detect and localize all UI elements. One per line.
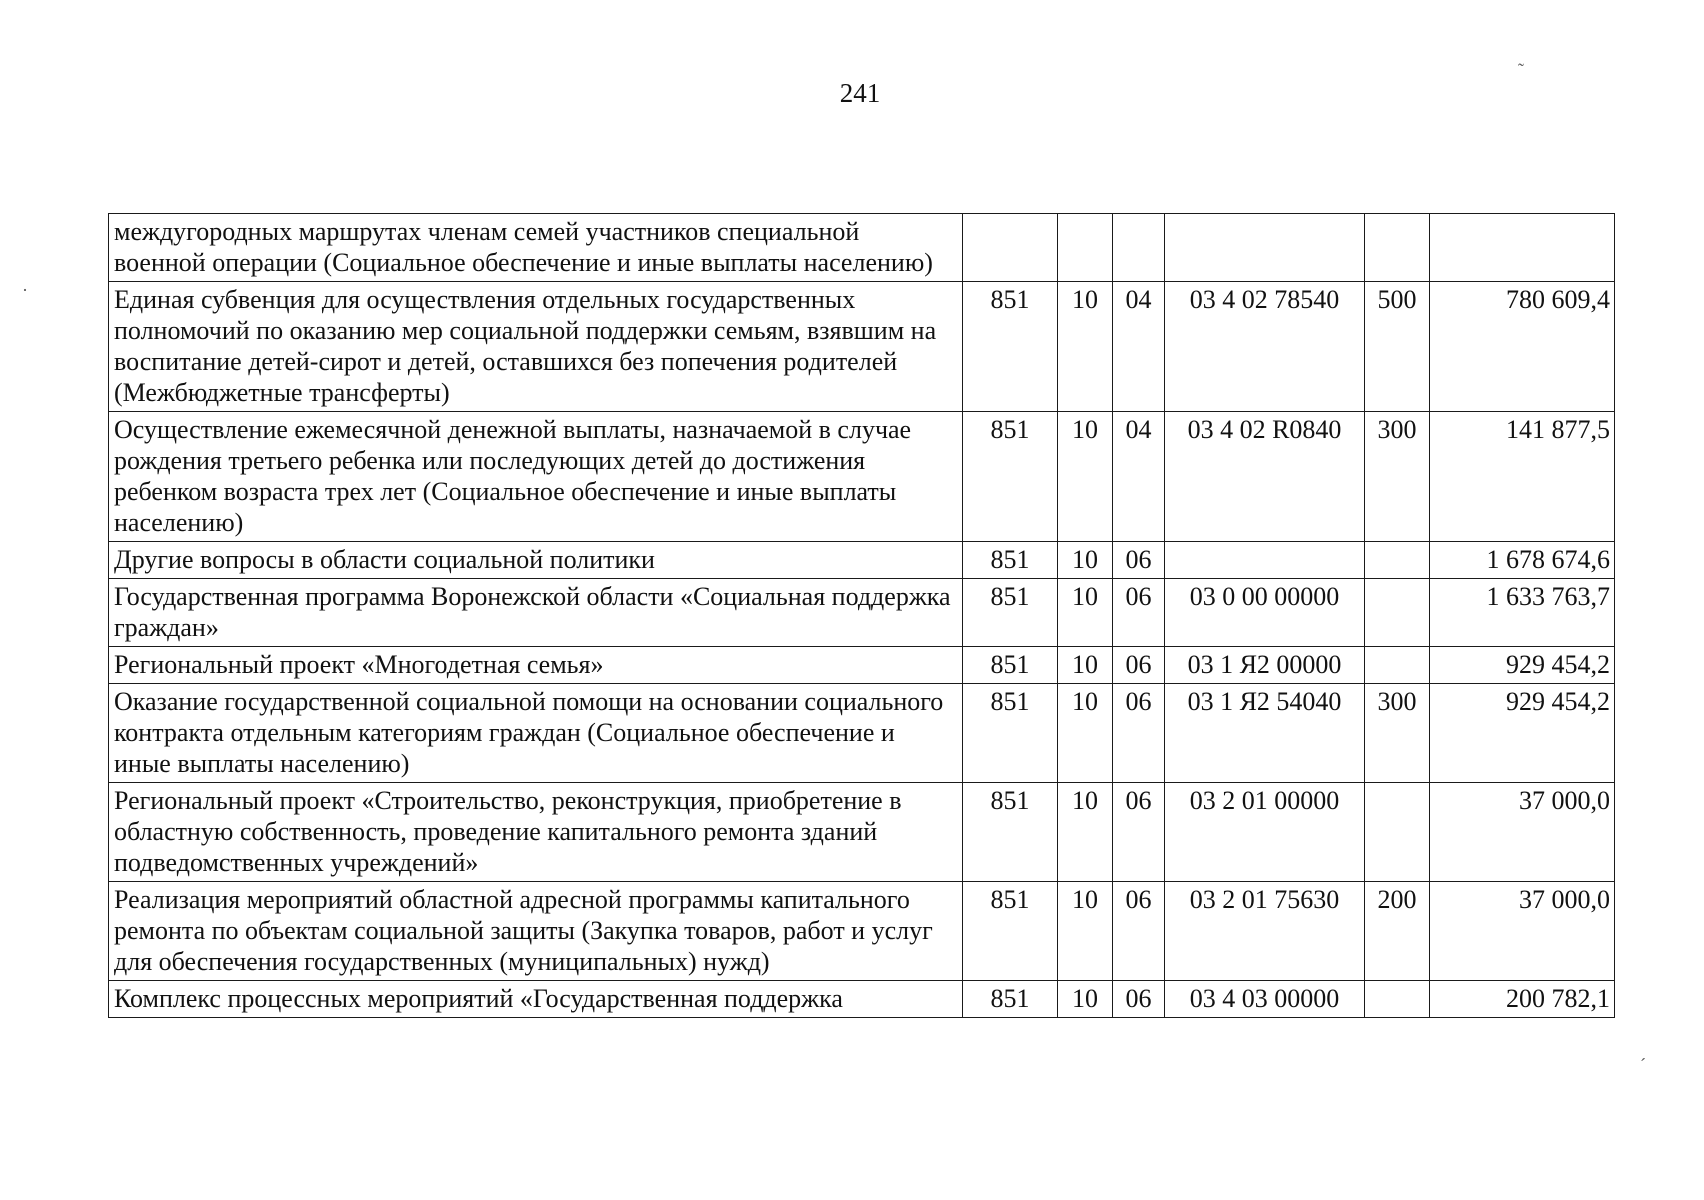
- page-number: 241: [839, 78, 881, 108]
- cell-gr: [963, 214, 1058, 282]
- cell-csr: 03 0 00 00000: [1165, 579, 1365, 647]
- cell-csr: 03 1 Я2 00000: [1165, 647, 1365, 684]
- cell-csr: 03 2 01 00000: [1165, 783, 1365, 882]
- cell-vr: 200: [1365, 882, 1430, 981]
- cell-pr: 04: [1113, 412, 1165, 542]
- table-row: [109, 412, 1615, 542]
- cell-sum: 1 633 763,7: [1430, 579, 1615, 647]
- cell-csr: 03 4 03 00000: [1165, 981, 1365, 1018]
- cell-pr: 06: [1113, 647, 1165, 684]
- cell-sum: 780 609,4: [1430, 282, 1615, 412]
- cell-name: междугородных маршрутах членам семей участников специальной военной операции (Социальное обеспечение и иные выплаты населению): [109, 214, 963, 282]
- cell-name: Комплекс процессных мероприятий «Государственная поддержка: [109, 981, 963, 1018]
- cell-gr: 851: [963, 684, 1058, 783]
- cell-rz: [1058, 214, 1113, 282]
- cell-sum: 37 000,0: [1430, 783, 1615, 882]
- cell-vr: 300: [1365, 684, 1430, 783]
- table-row: [109, 684, 1615, 783]
- cell-rz: 10: [1058, 579, 1113, 647]
- cell-sum: 1 678 674,6: [1430, 542, 1615, 579]
- table-row: [109, 542, 1615, 579]
- cell-pr: 04: [1113, 282, 1165, 412]
- table-row: [109, 981, 1615, 1018]
- cell-gr: 851: [963, 282, 1058, 412]
- cell-name: Государственная программа Воронежской области «Социальная поддержка граждан»: [109, 579, 963, 647]
- scan-speck: ·: [22, 280, 28, 300]
- cell-vr: [1365, 783, 1430, 882]
- cell-name: Реализация мероприятий областной адресной программы капитального ремонта по объектам социальной защиты (Закупка товаров, работ и услуг для обеспечения государственных (муниципальных) нужд): [109, 882, 963, 981]
- cell-rz: 10: [1058, 684, 1113, 783]
- cell-vr: [1365, 981, 1430, 1018]
- cell-pr: 06: [1113, 981, 1165, 1018]
- cell-csr: [1165, 214, 1365, 282]
- cell-gr: 851: [963, 542, 1058, 579]
- cell-pr: 06: [1113, 542, 1165, 579]
- cell-name: Оказание государственной социальной помощи на основании социального контракта отдельным категориям граждан (Социальное обеспечение и иные выплаты населению): [109, 684, 963, 783]
- cell-rz: 10: [1058, 647, 1113, 684]
- cell-name: Единая субвенция для осуществления отдельных государственных полномочий по оказанию мер социальной поддержки семьям, взявшим на воспитание детей-сирот и детей, оставшихся без попечения родителей (Межбюджетные трансферты): [109, 282, 963, 412]
- cell-vr: [1365, 579, 1430, 647]
- cell-rz: 10: [1058, 783, 1113, 882]
- scan-speck: ˊ: [1640, 1055, 1646, 1075]
- cell-sum: 37 000,0: [1430, 882, 1615, 981]
- cell-csr: 03 2 01 75630: [1165, 882, 1365, 981]
- cell-vr: [1365, 214, 1430, 282]
- cell-pr: 06: [1113, 579, 1165, 647]
- table-row: [109, 282, 1615, 412]
- cell-sum: 200 782,1: [1430, 981, 1615, 1018]
- cell-csr: 03 4 02 R0840: [1165, 412, 1365, 542]
- cell-vr: [1365, 542, 1430, 579]
- cell-vr: 300: [1365, 412, 1430, 542]
- table-row: [109, 579, 1615, 647]
- cell-pr: 06: [1113, 783, 1165, 882]
- scan-speck: ˜: [1518, 60, 1524, 80]
- cell-name: Региональный проект «Строительство, реконструкция, приобретение в областную собственность, проведение капитального ремонта зданий подведомственных учреждений»: [109, 783, 963, 882]
- table-row: [109, 882, 1615, 981]
- cell-gr: 851: [963, 783, 1058, 882]
- cell-gr: 851: [963, 981, 1058, 1018]
- cell-vr: 500: [1365, 282, 1430, 412]
- cell-sum: [1430, 214, 1615, 282]
- cell-rz: 10: [1058, 412, 1113, 542]
- cell-rz: 10: [1058, 981, 1113, 1018]
- cell-rz: 10: [1058, 882, 1113, 981]
- cell-rz: 10: [1058, 282, 1113, 412]
- cell-gr: 851: [963, 412, 1058, 542]
- cell-sum: 929 454,2: [1430, 684, 1615, 783]
- cell-sum: 929 454,2: [1430, 647, 1615, 684]
- cell-pr: [1113, 214, 1165, 282]
- cell-gr: 851: [963, 647, 1058, 684]
- table-row: [109, 214, 1615, 282]
- cell-rz: 10: [1058, 542, 1113, 579]
- cell-pr: 06: [1113, 684, 1165, 783]
- cell-pr: 06: [1113, 882, 1165, 981]
- table-row: [109, 783, 1615, 882]
- cell-name: Осуществление ежемесячной денежной выплаты, назначаемой в случае рождения третьего ребенка или последующих детей до достижения ребенком возраста трех лет (Социальное обеспечение и иные выплаты населению): [109, 412, 963, 542]
- cell-gr: 851: [963, 882, 1058, 981]
- cell-gr: 851: [963, 579, 1058, 647]
- cell-csr: 03 4 02 78540: [1165, 282, 1365, 412]
- cell-csr: [1165, 542, 1365, 579]
- cell-name: Региональный проект «Многодетная семья»: [109, 647, 963, 684]
- cell-name: Другие вопросы в области социальной политики: [109, 542, 963, 579]
- budget-table: [108, 213, 1615, 1018]
- cell-vr: [1365, 647, 1430, 684]
- cell-sum: 141 877,5: [1430, 412, 1615, 542]
- cell-csr: 03 1 Я2 54040: [1165, 684, 1365, 783]
- table-row: [109, 647, 1615, 684]
